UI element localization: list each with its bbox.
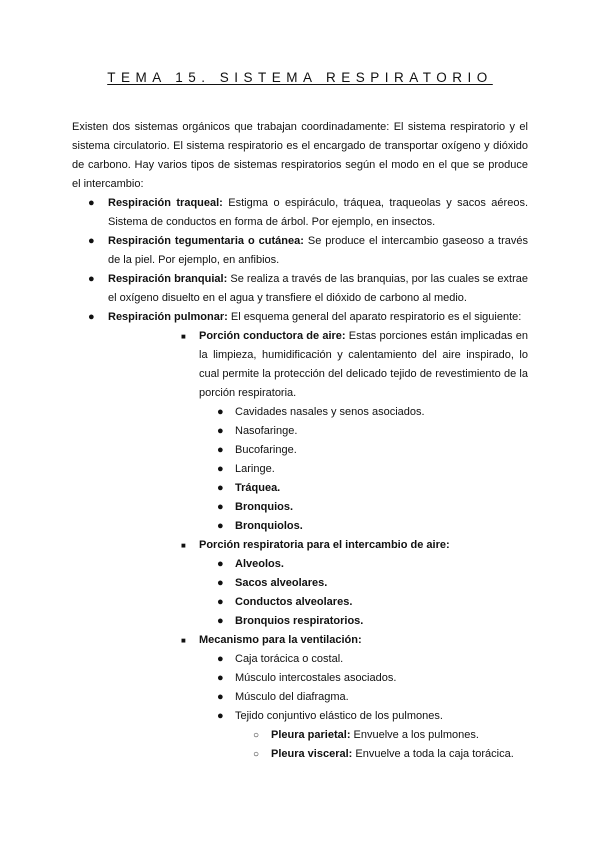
list-item bbox=[253, 726, 528, 745]
item-text: Bucofaringe. bbox=[235, 444, 297, 456]
item-text: Tejido conjuntivo elástico de los pulmones. bbox=[235, 710, 443, 722]
bullet-icon: ● bbox=[217, 463, 224, 475]
list-item bbox=[217, 574, 528, 593]
list-item bbox=[217, 441, 528, 460]
list-item bbox=[217, 688, 528, 707]
item-text: Músculo intercostales asociados. bbox=[235, 672, 397, 684]
item-text: Se realiza a través de las branquias, por las cuales se extrae el oxígeno disuelto en el agua y transfiere el dióxido de carbono al medio. bbox=[108, 273, 529, 304]
item-text: Cavidades nasales y senos asociados. bbox=[235, 406, 425, 418]
item-term: Pleura visceral: bbox=[271, 748, 353, 760]
bullet-icon: ● bbox=[88, 311, 95, 323]
item-term: Respiración tegumentaria o cutánea: bbox=[108, 235, 304, 247]
bullet-icon: ● bbox=[217, 501, 224, 513]
pulmonary-scheme-list bbox=[181, 327, 528, 764]
item-text: Caja torácica o costal. bbox=[235, 653, 344, 665]
intro-paragraph: Existen dos sistemas orgánicos que trabajan coordinadamente: El sistema respiratorio y el sistema circulatorio. El sistema respiratorio es el encargado de transportar oxígeno y dióxido de carbono. Hay varios tipos de sistemas respiratorios según el modo en el que se produce el intercambio: bbox=[72, 121, 528, 190]
list-item bbox=[217, 460, 528, 479]
ventilacion-list bbox=[217, 650, 528, 764]
item-term: Pleura parietal: bbox=[271, 729, 351, 741]
item-text: Bronquiolos. bbox=[235, 520, 303, 532]
bullet-icon: ● bbox=[217, 653, 224, 665]
list-item bbox=[181, 536, 528, 631]
circle-bullet-icon: ○ bbox=[253, 749, 260, 760]
page-title: TEMA 15. SISTEMA RESPIRATORIO bbox=[107, 70, 493, 85]
item-text: Músculo del diafragma. bbox=[235, 691, 349, 703]
bullet-icon: ● bbox=[217, 444, 224, 456]
bullet-icon: ● bbox=[217, 482, 224, 494]
bullet-icon: ● bbox=[217, 425, 224, 437]
item-text: Envuelve a los pulmones. bbox=[350, 729, 479, 741]
item-text: Alveolos. bbox=[235, 558, 284, 570]
list-item bbox=[72, 194, 528, 232]
bullet-icon: ● bbox=[217, 596, 224, 608]
list-item bbox=[72, 270, 528, 308]
list-item bbox=[217, 498, 528, 517]
item-term: Respiración pulmonar: bbox=[108, 311, 228, 323]
list-item bbox=[217, 403, 528, 422]
item-text: Sacos alveolares. bbox=[235, 577, 328, 589]
item-text: Bronquios. bbox=[235, 501, 294, 513]
list-item bbox=[217, 517, 528, 536]
item-text: El esquema general del aparato respiratorio es el siguiente: bbox=[227, 311, 522, 323]
bullet-icon: ● bbox=[217, 558, 224, 570]
item-text: Estigma o espiráculo, tráquea, traqueolas y sacos aéreos. Sistema de conductos en forma de árbol. Por ejemplo, en insectos. bbox=[108, 197, 529, 228]
square-bullet-icon: ■ bbox=[181, 636, 186, 645]
item-term: Mecanismo para la ventilación: bbox=[199, 634, 362, 646]
list-item bbox=[217, 707, 528, 764]
bullet-icon: ● bbox=[217, 672, 224, 684]
bullet-icon: ● bbox=[88, 197, 95, 209]
list-item bbox=[217, 479, 528, 498]
bullet-icon: ● bbox=[217, 520, 224, 532]
bullet-icon: ● bbox=[217, 406, 224, 418]
list-item bbox=[72, 308, 528, 764]
pleura-list bbox=[253, 726, 528, 764]
list-item bbox=[217, 555, 528, 574]
respiratoria-list bbox=[217, 555, 528, 631]
item-term: Porción respiratoria para el intercambio de aire: bbox=[199, 539, 450, 551]
list-item bbox=[253, 745, 528, 764]
item-text: Estas porciones están implicadas en la limpieza, humidificación y calentamiento del aire inspirado, lo cual permite la protección del delicado tejido de revestimiento de la porción respiratoria. bbox=[199, 330, 528, 399]
bullet-icon: ● bbox=[88, 235, 95, 247]
respiration-types-list bbox=[72, 194, 528, 764]
list-item bbox=[181, 631, 528, 764]
list-item bbox=[217, 422, 528, 441]
item-text: Laringe. bbox=[235, 463, 275, 475]
item-text: Nasofaringe. bbox=[235, 425, 298, 437]
item-text: Tráquea. bbox=[235, 482, 281, 494]
bullet-icon: ● bbox=[217, 615, 224, 627]
square-bullet-icon: ■ bbox=[181, 541, 186, 550]
bullet-icon: ● bbox=[217, 577, 224, 589]
item-text: Envuelve a toda la caja torácica. bbox=[352, 748, 514, 760]
item-term: Porción conductora de aire: bbox=[199, 330, 346, 342]
item-text: Bronquios respiratorios. bbox=[235, 615, 364, 627]
conductora-list bbox=[217, 403, 528, 536]
list-item bbox=[217, 669, 528, 688]
bullet-icon: ● bbox=[217, 691, 224, 703]
list-item bbox=[181, 327, 528, 536]
square-bullet-icon: ■ bbox=[181, 332, 186, 341]
item-text: Se produce el intercambio gaseoso a través de la piel. Por ejemplo, en anfibios. bbox=[108, 235, 528, 266]
bullet-icon: ● bbox=[88, 273, 95, 285]
item-term: Respiración traqueal: bbox=[108, 197, 223, 209]
list-item bbox=[72, 232, 528, 270]
item-term: Respiración branquial: bbox=[108, 273, 228, 285]
bullet-icon: ● bbox=[217, 710, 224, 722]
item-text: Conductos alveolares. bbox=[235, 596, 353, 608]
circle-bullet-icon: ○ bbox=[253, 730, 260, 741]
list-item bbox=[217, 612, 528, 631]
list-item bbox=[217, 593, 528, 612]
list-item bbox=[217, 650, 528, 669]
